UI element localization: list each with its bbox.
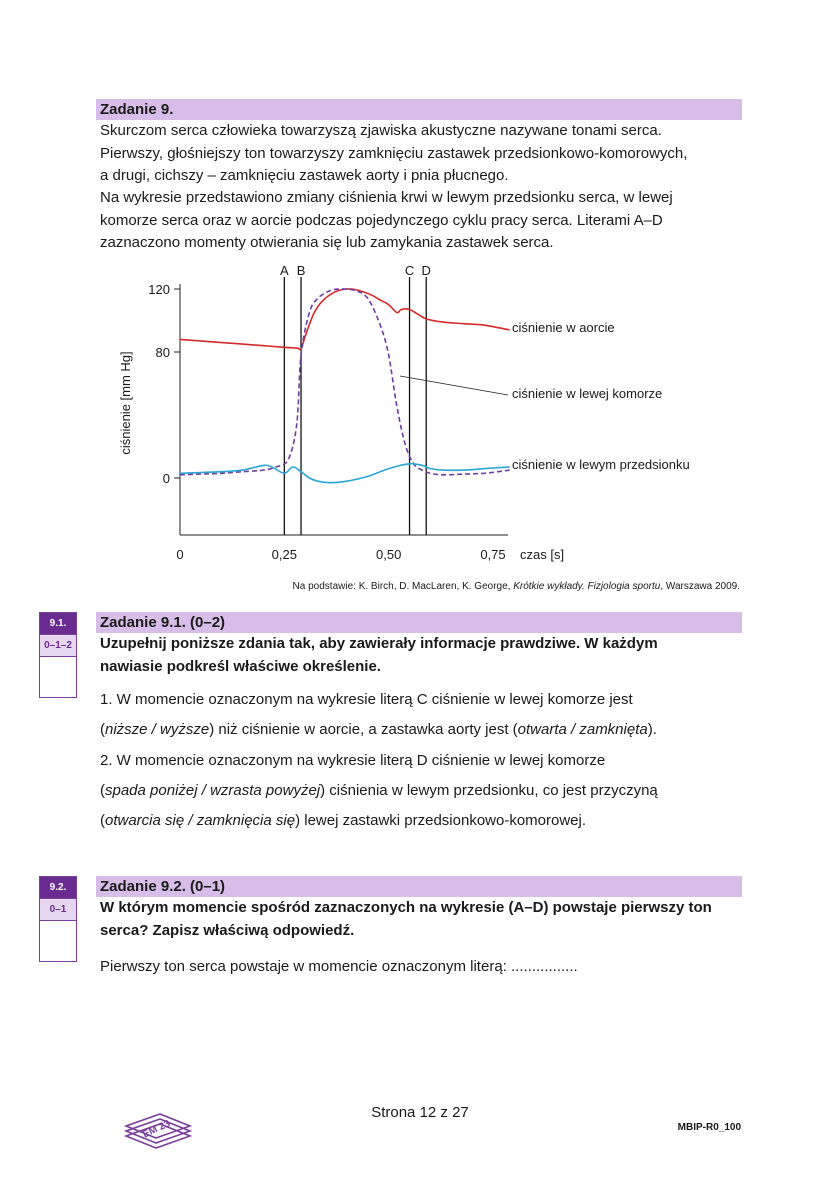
source-citation xyxy=(0,581,740,592)
item-line xyxy=(100,806,740,836)
item-text: ) lewej zastawki przedsionkowo-komorowej. xyxy=(295,812,587,829)
task-9-2-title: Zadanie 9.2. (0–1) xyxy=(100,878,226,895)
y-tick-label: 80 xyxy=(155,345,170,360)
option-choice[interactable]: otwarta / zamknięta xyxy=(517,721,648,738)
task-9-1-item-1 xyxy=(100,685,740,745)
x-tick-label: 0,50 xyxy=(376,547,402,562)
option-choice[interactable]: otwarcia się / zamknięcia się xyxy=(105,812,296,829)
score-points: 0–1–2 xyxy=(40,634,76,656)
score-entry-field[interactable] xyxy=(40,920,76,961)
task-9-1-instruction xyxy=(100,633,740,678)
item-text: ) ciśnienia w lewym przedsionku, co jest przyczyną xyxy=(320,782,658,799)
series-label: ciśnienie w lewym przedsionku xyxy=(512,457,690,472)
score-number: 9.2. xyxy=(40,877,76,898)
instruction-line: nawiasie podkreśl właściwe określenie. xyxy=(100,657,381,675)
instruction-line: W którym momencie spośród zaznaczonych na wykresie (A–D) powstaje pierwszy ton xyxy=(100,899,712,916)
score-points: 0–1 xyxy=(40,898,76,920)
task-9-title: Zadanie 9. xyxy=(100,101,174,118)
item-text: ). xyxy=(647,721,657,738)
description-line: komorze serca oraz w aorcie podczas pojedynczego cyklu pracy serca. Literami A–D xyxy=(100,211,663,229)
pressure-chart xyxy=(0,255,840,575)
answer-line[interactable]: Pierwszy ton serca powstaje w momencie oznaczonym literą: ................ xyxy=(100,958,578,975)
option-choice[interactable]: spada poniżej / wzrasta powyżej xyxy=(105,782,321,799)
document-code: MBIP-R0_100 xyxy=(677,1122,741,1133)
x-tick-label: 0,25 xyxy=(271,547,297,562)
marker-label: B xyxy=(296,263,306,278)
task-9-2-instruction xyxy=(100,897,740,942)
y-axis-label: ciśnienie [mm Hg] xyxy=(118,351,133,455)
score-box-9-2 xyxy=(39,876,77,962)
option-choice[interactable]: niższe / wyższe xyxy=(105,721,210,738)
paren: ( xyxy=(100,721,105,738)
item-text: ) niż ciśnienie w aorcie, a zastawka aorty jest ( xyxy=(209,721,518,738)
chart-series xyxy=(180,289,510,483)
marker-label: D xyxy=(421,263,431,278)
item-line xyxy=(100,776,740,806)
chart-markers xyxy=(280,263,431,535)
description-line: zaznaczono momenty otwierania się lub zamykania zastawek serca. xyxy=(100,234,554,251)
source-suffix: , Warszawa 2009. xyxy=(660,581,740,592)
marker-label: A xyxy=(279,263,289,278)
x-axis-label: czas [s] xyxy=(520,547,565,562)
task-9-intro xyxy=(100,120,740,188)
source-title: Krótkie wykłady. Fizjologia sportu xyxy=(513,581,661,592)
x-tick-label: 0 xyxy=(176,547,184,562)
score-box-9-1 xyxy=(39,612,77,698)
y-tick-label: 0 xyxy=(162,471,170,486)
leader-line xyxy=(400,376,508,395)
series-label: ciśnienie w aorcie xyxy=(512,320,615,335)
chart-labels xyxy=(400,320,690,472)
task-9-1-title: Zadanie 9.1. (0–2) xyxy=(100,614,226,631)
paren: ( xyxy=(100,812,105,829)
svg-text:EM 23: EM 23 xyxy=(141,1118,173,1141)
task-9-1-item-2 xyxy=(100,746,740,836)
task-9-description xyxy=(100,187,740,255)
instruction-line: serca? Zapisz właściwą odpowiedź. xyxy=(100,921,355,939)
score-number: 9.1. xyxy=(40,613,76,634)
aorta-pressure-line xyxy=(180,289,510,350)
task-9-header-bar xyxy=(96,99,742,120)
paren: ( xyxy=(100,782,105,799)
chart-axes xyxy=(118,282,564,562)
intro-line: a drugi, cichszy – zamknięciu zastawek aorty i pnia płucnego. xyxy=(100,167,509,184)
y-tick-label: 120 xyxy=(148,282,170,297)
series-label: ciśnienie w lewej komorze xyxy=(512,386,663,401)
description-line: Na wykresie przedstawiono zmiany ciśnienia krwi w lewym przedsionku serca, w lewej xyxy=(100,189,673,206)
item-line: 1. W momencie oznaczonym na wykresie literą C ciśnienie w lewej komorze jest xyxy=(100,691,633,708)
page-number: Strona 12 z 27 xyxy=(371,1104,469,1121)
item-line: 2. W momencie oznaczonym na wykresie literą D ciśnienie w lewej komorze xyxy=(100,752,606,769)
intro-line: Pierwszy, głośniejszy ton towarzyszy zamknięciu zastawek przedsionkowo-komorowych, xyxy=(100,144,688,162)
score-entry-field[interactable] xyxy=(40,656,76,697)
marker-label: C xyxy=(404,263,415,278)
item-line xyxy=(100,715,740,745)
source-prefix: Na podstawie: K. Birch, D. MacLaren, K. George, xyxy=(292,581,511,592)
x-tick-label: 0,75 xyxy=(480,547,506,562)
instruction-line: Uzupełnij poniższe zdania tak, aby zawierały informacje prawdziwe. W każdym xyxy=(100,635,658,652)
task-9-2-answer xyxy=(100,956,740,979)
intro-line: Skurczom serca człowieka towarzyszą zjawiska akustyczne nazywane tonami serca. xyxy=(100,122,662,139)
left-ventricle-pressure-line xyxy=(180,289,510,475)
